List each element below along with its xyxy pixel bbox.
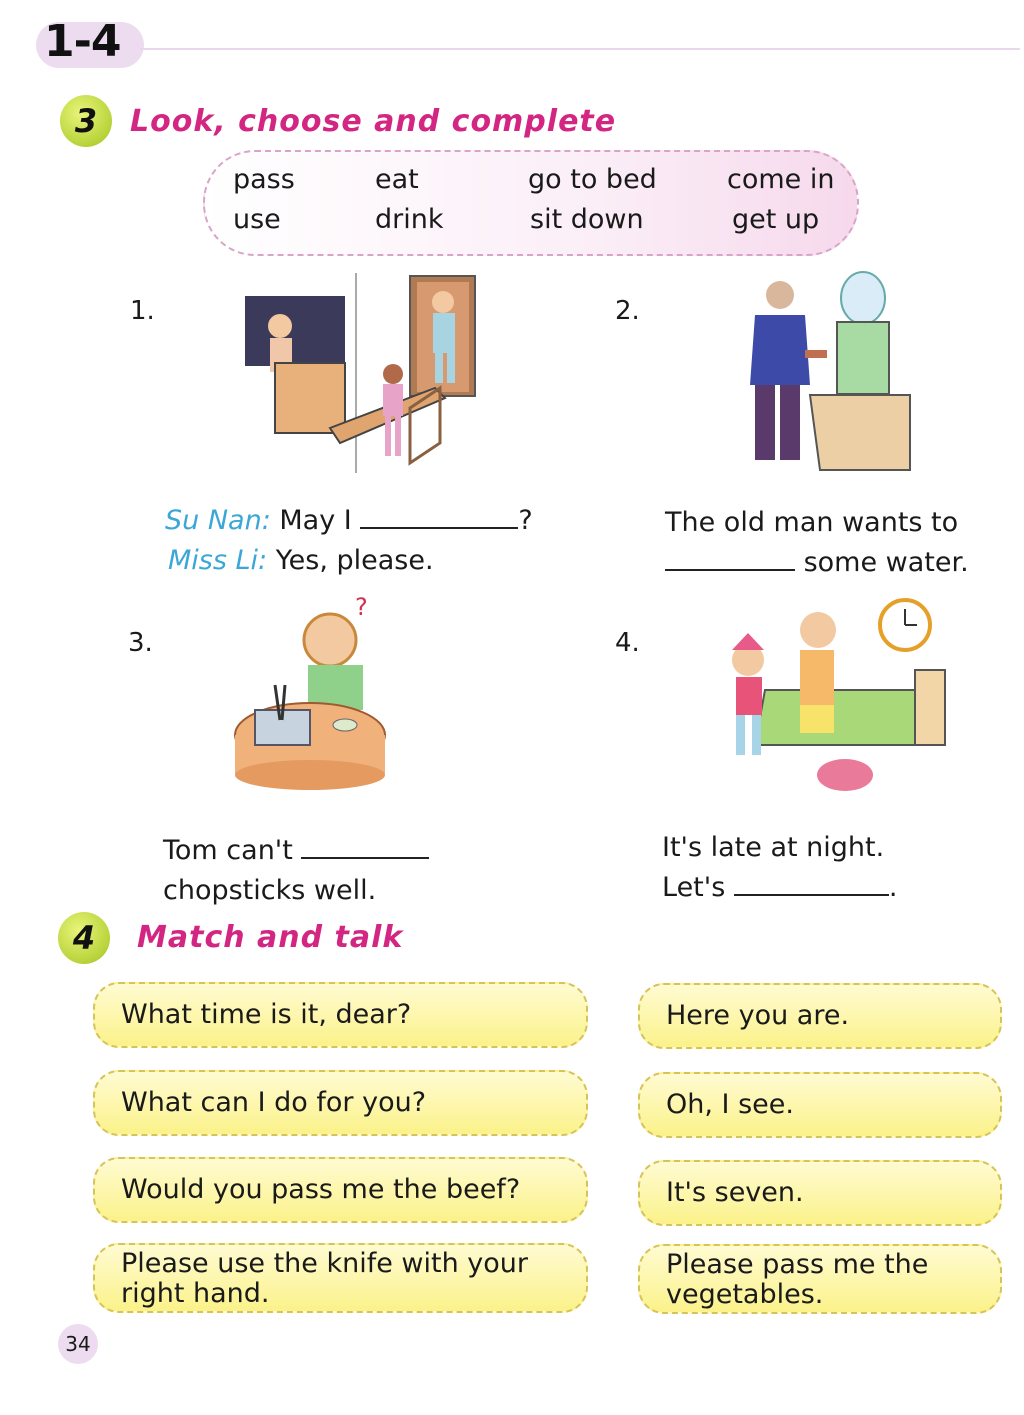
- exercise-1-text-2: Yes, please.: [275, 545, 434, 576]
- exercise-2-line-1: The old man wants to: [665, 507, 959, 538]
- exercise-4-end-2: .: [888, 872, 898, 903]
- exercise-2-line-2: [665, 547, 969, 578]
- match-right-2[interactable]: Oh, I see.: [638, 1072, 1002, 1138]
- exercise-3-line-1: [163, 835, 429, 866]
- exercise-2-text-2: some water.: [803, 547, 969, 578]
- match-left-2[interactable]: What can I do for you?: [93, 1070, 588, 1136]
- answer-blank-2[interactable]: [665, 547, 795, 571]
- exercise-3-text-1: Tom can't: [163, 835, 293, 866]
- match-right-3[interactable]: It's seven.: [638, 1160, 1002, 1226]
- match-right-4[interactable]: Please pass me the vegetables.: [638, 1244, 1002, 1314]
- exercise-1-line-1: [165, 505, 533, 536]
- section-4-number: 4: [58, 912, 110, 964]
- match-left-4[interactable]: Please use the knife with your right hand.: [93, 1243, 588, 1313]
- section-3-title: Look, choose and complete: [130, 104, 617, 139]
- match-left-1[interactable]: What time is it, dear?: [93, 982, 588, 1048]
- word-use: use: [233, 204, 281, 235]
- page-number: 34: [58, 1324, 98, 1364]
- match-left-3[interactable]: Would you pass me the beef?: [93, 1157, 588, 1223]
- exercise-4-line-2: [662, 872, 897, 903]
- section-3-number: 3: [60, 95, 112, 147]
- word-go-to-bed: go to bed: [528, 164, 657, 195]
- unit-label: 1-4: [44, 16, 121, 67]
- exercise-3-line-2: chopsticks well.: [163, 875, 377, 906]
- speaker-su-nan: Su Nan:: [165, 505, 271, 536]
- exercise-4-line-1: It's late at night.: [662, 832, 885, 863]
- word-eat: eat: [375, 164, 419, 195]
- word-sit-down: sit down: [530, 204, 644, 235]
- word-get-up: get up: [732, 204, 820, 235]
- section-4-title: Match and talk: [137, 920, 404, 955]
- exercise-4-text-2: Let's: [662, 872, 726, 903]
- word-come-in: come in: [727, 164, 835, 195]
- bedtime-illustration: [700, 595, 960, 810]
- answer-blank-1[interactable]: [360, 505, 518, 529]
- exercise-1-line-2: [168, 545, 434, 576]
- match-right-1[interactable]: Here you are.: [638, 983, 1002, 1049]
- word-pass: pass: [233, 164, 295, 195]
- classroom-illustration: [235, 268, 480, 483]
- answer-blank-3[interactable]: [301, 835, 429, 859]
- exercise-3-number: 3.: [128, 628, 153, 658]
- word-drink: drink: [375, 204, 444, 235]
- exercise-4-number: 4.: [615, 628, 640, 658]
- exercise-1-end-1: ?: [518, 505, 533, 536]
- speaker-miss-li: Miss Li:: [168, 545, 268, 576]
- exercise-2-number: 2.: [615, 296, 640, 326]
- exercise-1-number: 1.: [130, 296, 155, 326]
- water-dispenser-illustration: [725, 270, 960, 480]
- svg-text:?: ?: [355, 593, 368, 621]
- chopsticks-illustration: [230, 590, 390, 800]
- exercise-1-text-1: May I: [279, 505, 352, 536]
- answer-blank-4[interactable]: [734, 872, 889, 896]
- header-rule: [140, 48, 1020, 50]
